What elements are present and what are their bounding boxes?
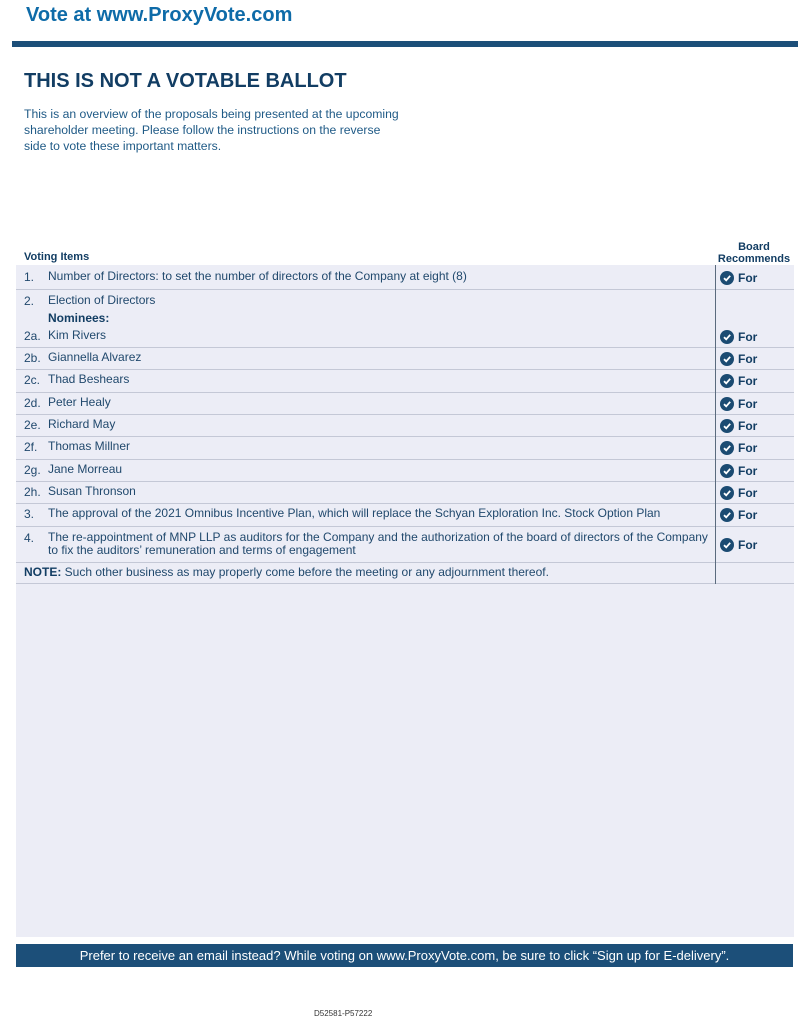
note-body: Such other business as may properly come before the meeting or any adjournment thereof. [61, 565, 549, 579]
item-text: Election of Directors [48, 293, 156, 307]
voting-item-row-2d [16, 393, 794, 415]
item-number: 2h. [24, 485, 41, 499]
item-text: Kim Rivers [48, 328, 107, 342]
item-number: 2f. [24, 440, 38, 454]
item-text: Thomas Millner [48, 439, 131, 453]
recommendation-label: For [738, 374, 758, 388]
check-circle-icon [720, 508, 734, 522]
check-circle-icon [720, 271, 734, 285]
item-text: Jane Morreau [48, 462, 123, 476]
nominees-subheading: Nominees: [48, 311, 110, 325]
item-number: 2a. [24, 329, 41, 343]
voting-item-row-2h [16, 482, 794, 504]
check-circle-icon [720, 397, 734, 411]
note-text [24, 566, 714, 579]
board-recommends-header [712, 241, 796, 265]
voting-item-row-2a [16, 326, 794, 348]
board-recommendation [720, 508, 757, 522]
item-text: Thad Beshears [48, 372, 130, 386]
board-recommendation [720, 464, 757, 478]
recommendation-label: For [738, 508, 758, 522]
check-circle-icon [720, 538, 734, 552]
check-circle-icon [720, 486, 734, 500]
item-text: Number of Directors: to set the number of directors of the Company at eight (8) [48, 269, 467, 283]
voting-item-row-2g [16, 460, 794, 482]
page-title: THIS IS NOT A VOTABLE BALLOT [24, 70, 347, 92]
note-row [16, 563, 794, 584]
item-number: 2c. [24, 373, 41, 387]
board-recommendation [720, 538, 757, 552]
check-circle-icon [720, 464, 734, 478]
voting-item-row-1 [16, 265, 794, 290]
recommendation-label: For [738, 397, 758, 411]
item-text: The approval of the 2021 Omnibus Incentive Plan, which will replace the Schyan Exploration Inc. Stock Option Plan [48, 506, 661, 520]
board-header-line2: Recommends [717, 253, 791, 265]
item-number: 3. [24, 507, 35, 521]
item-text: Richard May [48, 417, 116, 431]
board-recommendation [720, 330, 757, 344]
recommendation-label: For [738, 486, 758, 500]
voting-item-row-2f [16, 437, 794, 460]
recommendation-label: For [738, 419, 758, 433]
item-number: 2d. [24, 396, 41, 410]
check-circle-icon [720, 352, 734, 366]
item-text: Giannella Alvarez [48, 350, 142, 364]
recommendation-label: For [738, 330, 758, 344]
board-recommendation [720, 441, 757, 455]
board-recommendation [720, 486, 757, 500]
voting-item-row-2b [16, 348, 794, 370]
item-text: The re-appointment of MNP LLP as auditors for the Company and the authorization of the board of directors of the Company to fix the auditors’ remuneration and terms of engagement [48, 530, 708, 557]
check-circle-icon [720, 374, 734, 388]
voting-item-row-3 [16, 504, 794, 527]
voting-items-header: Voting Items [24, 251, 90, 263]
proxyvote-link[interactable]: Vote at www.ProxyVote.com [26, 4, 293, 26]
item-text: Susan Thronson [48, 484, 136, 498]
check-circle-icon [720, 330, 734, 344]
board-recommendation [720, 419, 757, 433]
item-number: 4. [24, 531, 35, 545]
note-label: NOTE: [24, 565, 62, 579]
item-number: 2e. [24, 418, 41, 432]
board-recommendation [720, 352, 757, 366]
column-divider [715, 265, 716, 584]
item-number: 2b. [24, 351, 41, 365]
voting-item-row-4 [16, 527, 794, 563]
recommendation-label: For [738, 352, 758, 366]
recommendation-label: For [738, 538, 758, 552]
item-number: 2g. [24, 463, 41, 477]
header-rule [12, 41, 798, 47]
recommendation-label: For [738, 271, 758, 285]
board-header-line1: Board [738, 241, 770, 253]
board-recommendation [720, 271, 757, 285]
edelivery-banner: Prefer to receive an email instead? While voting on www.ProxyVote.com, be sure to click “Sign up for E-delivery”. [16, 944, 793, 967]
voting-item-row-2e [16, 415, 794, 437]
item-number: 1. [24, 270, 35, 284]
check-circle-icon [720, 419, 734, 433]
check-circle-icon [720, 441, 734, 455]
recommendation-label: For [738, 441, 758, 455]
item-number: 2. [24, 294, 35, 308]
intro-text: This is an overview of the proposals being presented at the upcoming shareholder meeting. Please follow the instructions on the reverse side to vote these important matters. [24, 107, 399, 153]
voting-item-row-2c [16, 370, 794, 393]
recommendation-label: For [738, 464, 758, 478]
item-text: Peter Healy [48, 395, 111, 409]
board-recommendation [720, 397, 757, 411]
document-code: D52581-P57222 [314, 1009, 373, 1018]
board-recommendation [720, 374, 757, 388]
